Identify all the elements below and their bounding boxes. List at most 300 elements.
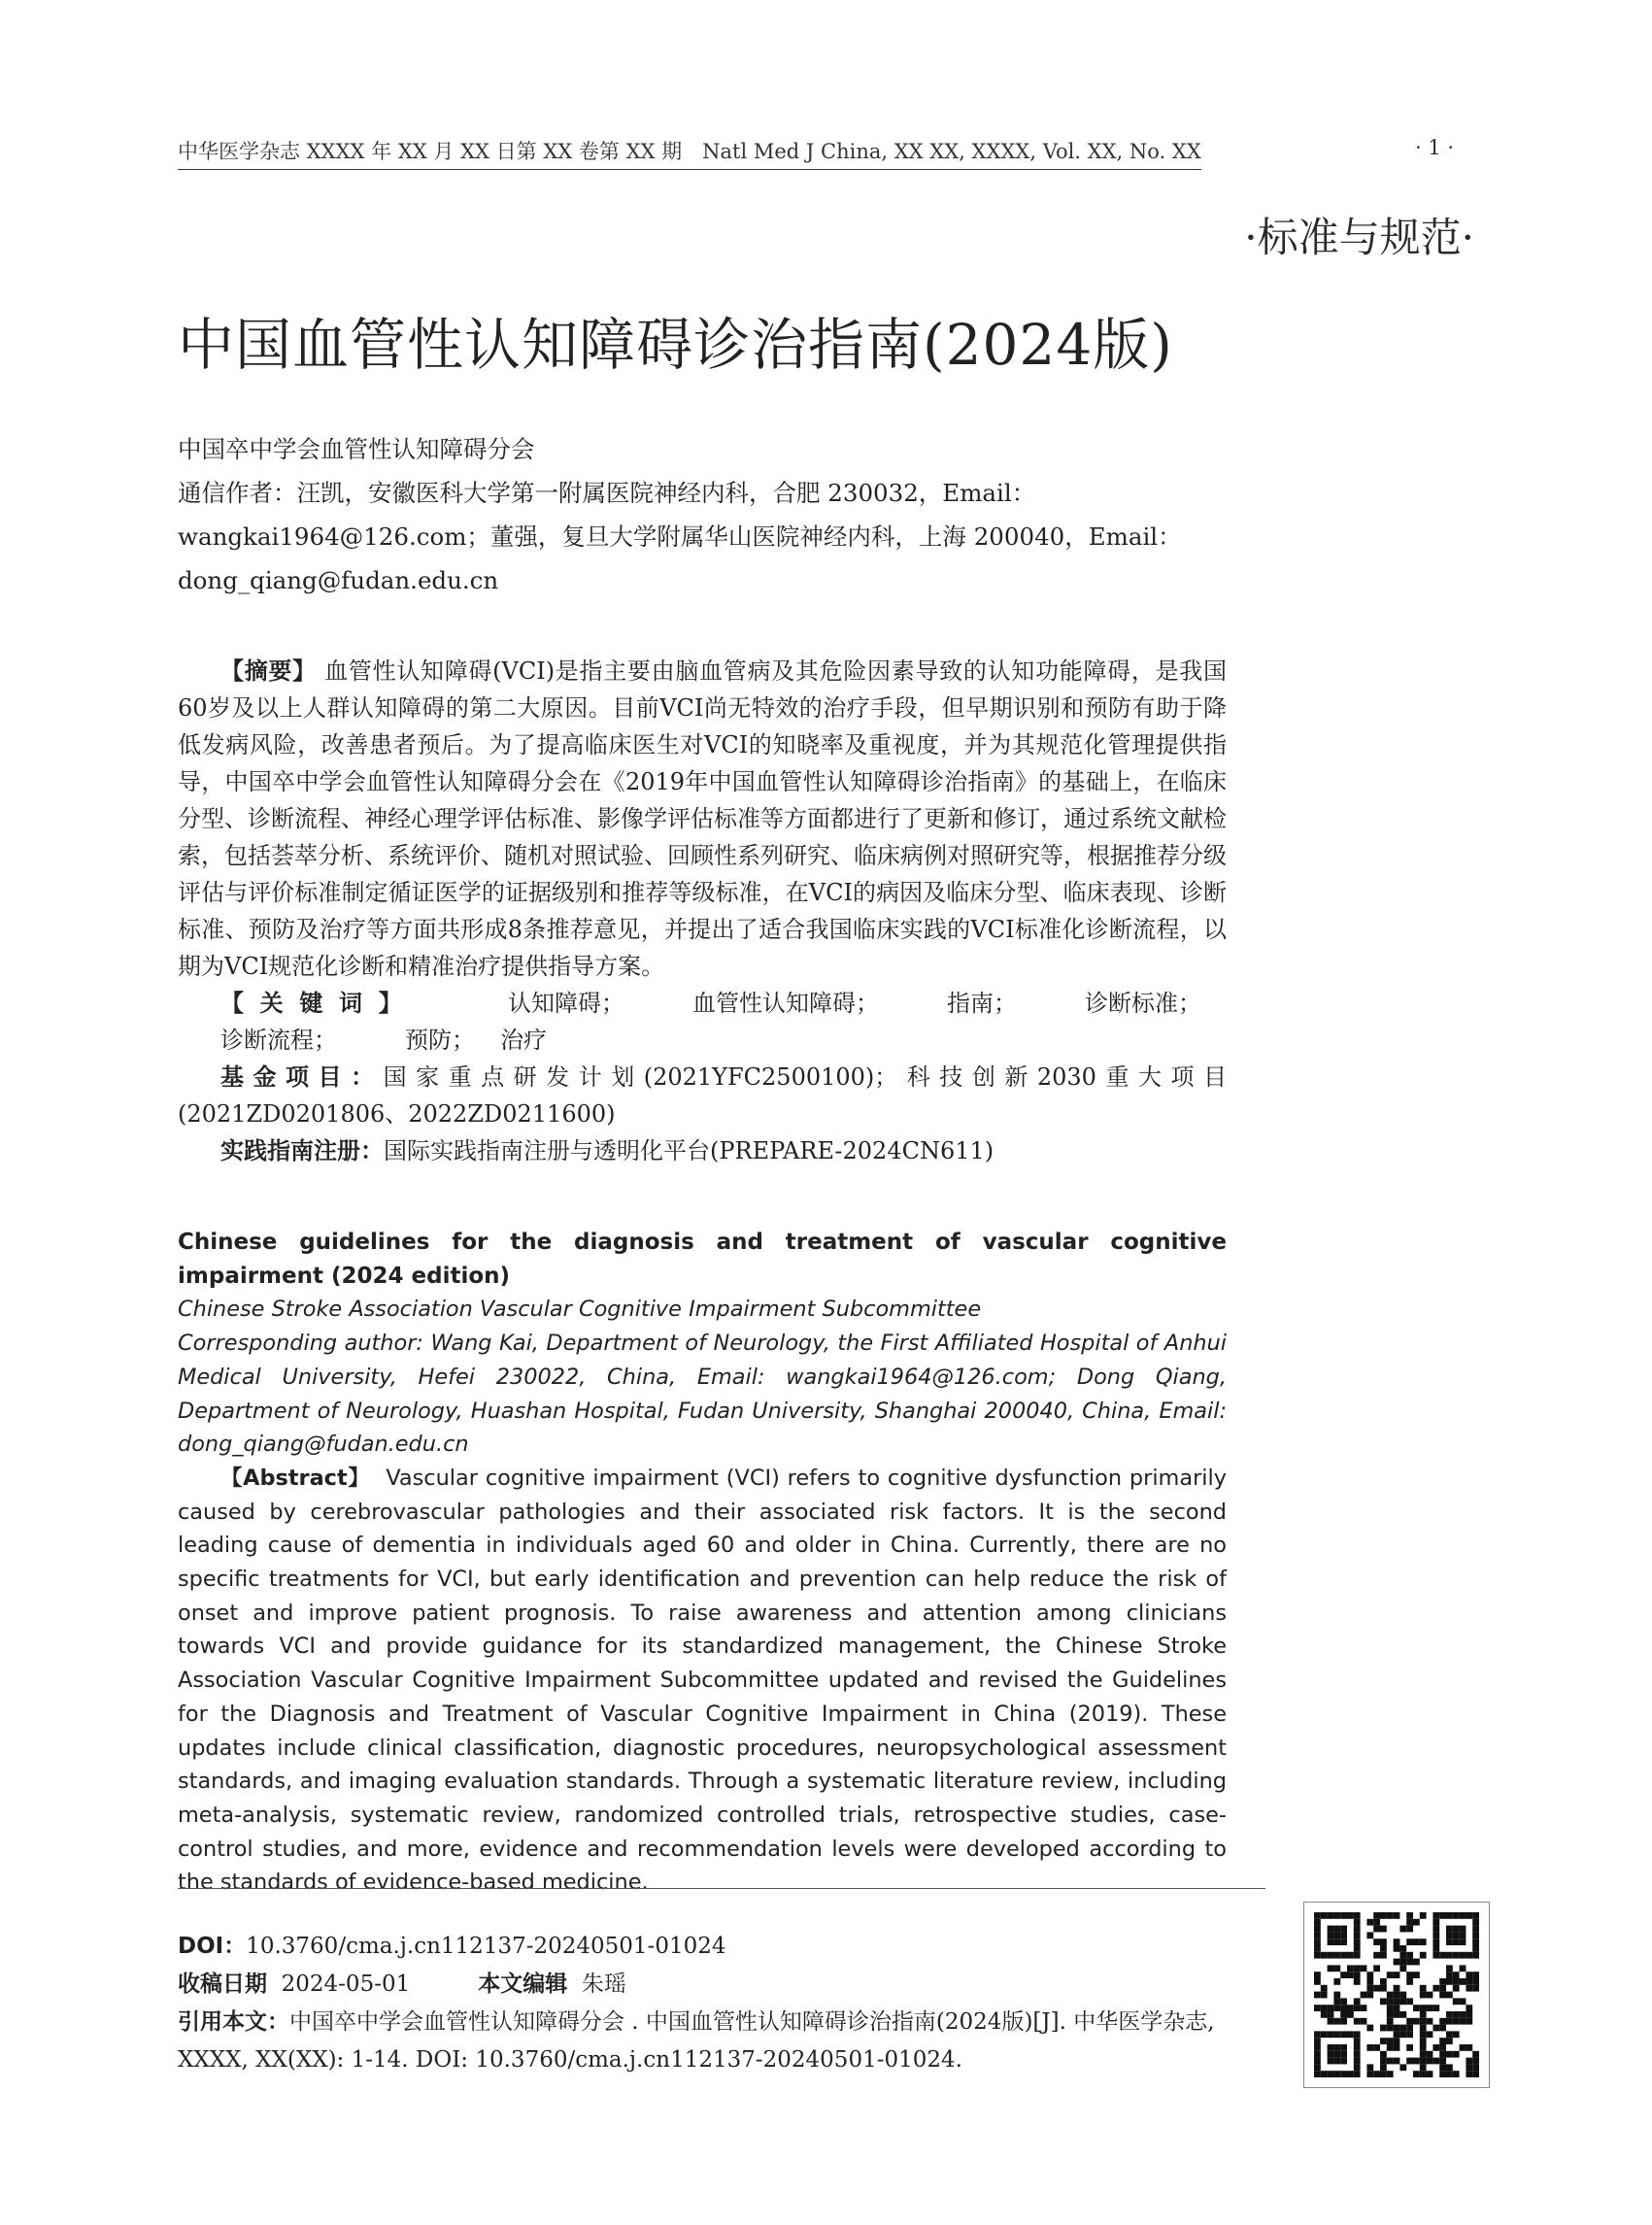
qr-module: [1399, 1945, 1406, 1952]
qr-module: [1433, 1945, 1439, 1952]
qr-module: [1340, 1926, 1347, 1933]
keyword: 诊断流程；: [220, 1027, 337, 1054]
qr-module: [1420, 1912, 1427, 1919]
qr-module: [1446, 1932, 1453, 1938]
qr-module: [1361, 1965, 1367, 1972]
qr-module: [1460, 1912, 1467, 1919]
qr-module: [1380, 2058, 1387, 2065]
qr-module: [1420, 2071, 1427, 2077]
qr-module: [1472, 2071, 1479, 2077]
qr-module: [1472, 1952, 1479, 1959]
corresponding-line-3: dong_qiang@fudan.edu.cn: [178, 566, 499, 594]
article-title: 中国血管性认知障碍诊治指南(2024版): [178, 312, 1173, 378]
qr-module: [1460, 2011, 1467, 2018]
qr-module: [1399, 1998, 1406, 2005]
qr-module: [1439, 1992, 1446, 1999]
qr-module: [1433, 1932, 1439, 1938]
qr-module: [1354, 2051, 1361, 2058]
english-abstract-label: 【Abstract】: [220, 1465, 371, 1491]
qr-module: [1394, 2011, 1400, 2018]
qr-module: [1399, 1952, 1406, 1959]
qr-module: [1366, 2044, 1373, 2051]
qr-module: [1314, 2005, 1321, 2011]
section-label: ·标准与规范·: [1244, 214, 1474, 261]
qr-module: [1328, 1912, 1334, 1919]
qr-module: [1413, 1919, 1420, 1926]
qr-module: [1433, 2025, 1439, 2032]
qr-module: [1314, 1938, 1321, 1945]
qr-module: [1460, 2018, 1467, 2025]
qr-module: [1354, 1932, 1361, 1938]
qr-module: [1394, 2005, 1400, 2011]
qr-module: [1354, 1965, 1361, 1972]
qr-module: [1394, 2031, 1400, 2038]
qr-module: [1413, 2018, 1420, 2025]
qr-module: [1340, 2018, 1347, 2025]
qr-module: [1380, 1926, 1387, 1933]
qr-module: [1380, 2051, 1387, 2058]
qr-module: [1472, 2058, 1479, 2065]
qr-module: [1439, 2058, 1446, 2065]
qr-module: [1321, 2005, 1328, 2011]
qr-module: [1354, 1945, 1361, 1952]
qr-module: [1380, 1945, 1387, 1952]
qr-module: [1354, 2044, 1361, 2051]
keyword: 治疗: [500, 1027, 547, 1054]
qr-module: [1380, 1998, 1387, 2005]
qr-module: [1453, 2071, 1460, 2077]
qr-module: [1413, 2058, 1420, 2065]
qr-module: [1340, 1932, 1347, 1938]
qr-module: [1466, 1978, 1472, 1985]
qr-module: [1366, 2071, 1373, 2077]
qr-module: [1413, 1972, 1420, 1978]
qr-module: [1420, 2058, 1427, 2065]
qr-module: [1354, 2018, 1361, 2025]
qr-module: [1453, 1912, 1460, 1919]
qr-module: [1460, 1938, 1467, 1945]
qr-module: [1328, 1952, 1334, 1959]
qr-module: [1406, 1938, 1413, 1945]
qr-module: [1413, 1959, 1420, 1966]
qr-module: [1314, 2051, 1321, 2058]
corresponding-line-1: 通信作者：汪凯，安徽医科大学第一附属医院神经内科，合肥 230032，Email：: [178, 479, 1036, 507]
qr-module: [1333, 1926, 1340, 1933]
qr-module: [1314, 1972, 1321, 1978]
qr-module: [1333, 1938, 1340, 1945]
qr-module: [1427, 2071, 1433, 2077]
qr-module: [1433, 2058, 1439, 2065]
qr-module: [1446, 1978, 1453, 1985]
qr-module: [1314, 1932, 1321, 1938]
qr-module: [1446, 2071, 1453, 2077]
qr-module: [1361, 1992, 1367, 1999]
qr-module: [1466, 2071, 1472, 2077]
qr-module: [1361, 2005, 1367, 2011]
keyword: 指南；: [947, 990, 1018, 1017]
qr-module: [1321, 1985, 1328, 1992]
qr-module: [1433, 1912, 1439, 1919]
qr-module: [1427, 2005, 1433, 2011]
qr-module: [1387, 1992, 1394, 1999]
qr-module: [1347, 1965, 1354, 1972]
qr-module: [1361, 2018, 1367, 2025]
author-block: [178, 427, 1227, 602]
qr-module: [1406, 1978, 1413, 1985]
qr-module: [1446, 1992, 1453, 1999]
qr-module: [1366, 1932, 1373, 1938]
qr-module: [1373, 2044, 1380, 2051]
english-title: Chinese guidelines for the diagnosis and treatment of vascular cognitive impairment (2024 edition): [178, 1230, 1227, 1289]
qr-module: [1328, 1932, 1334, 1938]
qr-module: [1314, 1952, 1321, 1959]
qr-module: [1373, 1938, 1380, 1945]
qr-module: [1472, 1938, 1479, 1945]
abstract-text: 血管性认知障碍(VCI)是指主要由脑血管病及其危险因素导致的认知功能障碍，是我国60岁及以上人群认知障碍的第二大原因。目前VCI尚无特效的治疗手段，但早期识别和预防有助于降低发病风险，改善患者预后。为了提高临床医生对VCI的知晓率及重视度，并为其规范化管理提供指导，中国卒中学会血管性认知障碍分会在《2019年中国血管性认知障碍诊治指南》的基础上，在临床分型、诊断流程、神经心理学评估标准、影像学评估标准等方面都进行了更新和修订，通过系统文献检索，包括荟萃分析、系统评价、随机对照试验、回顾性系列研究、临床病例对照研究等，根据推荐分级评估与评价标准制定循证医学的证据级别和推荐等级标准，在VCI的病因及临床分型、临床表现、诊断标准、预防及治疗等方面共形成8条推荐意见，并提出了适合我国临床实践的VCI标准化诊断流程，以期为VCI规范化诊断和精准治疗提供指导方案。: [178, 657, 1227, 980]
qr-module: [1328, 2044, 1334, 2051]
qr-module: [1333, 1965, 1340, 1972]
qr-module: [1439, 1978, 1446, 1985]
qr-module: [1394, 2025, 1400, 2032]
qr-module: [1380, 2025, 1387, 2032]
qr-module: [1321, 1912, 1328, 1919]
qr-module: [1406, 1919, 1413, 1926]
qr-module: [1321, 1992, 1328, 1999]
qr-module: [1354, 1926, 1361, 1933]
qr-module: [1394, 1945, 1400, 1952]
qr-module: [1433, 2044, 1439, 2051]
qr-module: [1399, 2025, 1406, 2032]
qr-module: [1387, 2005, 1394, 2011]
abstract-label: 【摘要】: [220, 657, 317, 685]
qr-module: [1446, 2038, 1453, 2044]
qr-module: [1472, 1912, 1479, 1919]
qr-module: [1373, 1919, 1380, 1926]
qr-module: [1420, 2005, 1427, 2011]
qr-module: [1354, 2031, 1361, 2038]
received-label: 收稿日期: [178, 1972, 267, 1997]
qr-module: [1420, 2051, 1427, 2058]
qr-module: [1460, 1978, 1467, 1985]
qr-module: [1354, 1952, 1361, 1959]
qr-module: [1406, 2044, 1413, 2051]
qr-module: [1433, 1919, 1439, 1926]
editor-label: 本文编辑: [478, 1972, 568, 1997]
qr-module: [1446, 1912, 1453, 1919]
qr-module: [1333, 1912, 1340, 1919]
qr-module: [1420, 2064, 1427, 2071]
qr-module: [1433, 1938, 1439, 1945]
qr-module: [1340, 1938, 1347, 1945]
qr-module: [1439, 2025, 1446, 2032]
qr-module: [1460, 1998, 1467, 2005]
qr-module: [1366, 1992, 1373, 1999]
english-abstract-text: Vascular cognitive impairment (VCI) refers to cognitive dysfunction primarily caused by cerebrovascular pathologies and their associated risk factors. It is the second leading cause of dementia in individuals aged 60 and older in China. Currently, there are no specific treatments for VCI, but early identification and prevention can help reduce the risk of onset and improve patient prognosis. To raise awareness and attention among clinicians towards VCI and provide guidance for its standardized management, the Chinese Stroke Association Vascular Cognitive Impairment Subcommittee updated and revised the Guidelines for the Diagnosis and Treatment of Vascular Cognitive Impairment in China (2019). These updates include clinical classification, diagnostic procedures, neuropsychological assessment standards, and imaging evaluation standards. Through a systematic literature review, including meta-analysis, systematic review, randomized controlled trials, retrospective studies, case-control studies, and more, evidence and recommendation levels were developed according to the standards of evidence-based medicine.: [178, 1465, 1227, 1896]
keywords-line: [178, 985, 1227, 1059]
qr-module: [1314, 2044, 1321, 2051]
qr-module: [1314, 2064, 1321, 2071]
qr-module: [1354, 1998, 1361, 2005]
qr-module: [1427, 2051, 1433, 2058]
qr-module: [1453, 2011, 1460, 2018]
qr-module: [1439, 1912, 1446, 1919]
qr-module: [1354, 1919, 1361, 1926]
qr-module: [1380, 2064, 1387, 2071]
keyword: 认知障碍；: [508, 990, 625, 1017]
qr-module: [1446, 2011, 1453, 2018]
doi-label: DOI：: [178, 1934, 247, 1959]
qr-module: [1340, 2071, 1347, 2077]
qr-module: [1472, 1972, 1479, 1978]
qr-module: [1380, 1985, 1387, 1992]
qr-module: [1446, 2018, 1453, 2025]
qr-module: [1439, 2071, 1446, 2077]
qr-module: [1321, 2011, 1328, 2018]
qr-module: [1328, 2058, 1334, 2065]
qr-module: [1399, 2064, 1406, 2071]
qr-module: [1380, 1912, 1387, 1919]
qr-module: [1333, 2071, 1340, 2077]
qr-module: [1427, 1992, 1433, 1999]
qr-module: [1333, 1952, 1340, 1959]
qr-module: [1333, 2051, 1340, 2058]
qr-module: [1380, 1938, 1387, 1945]
fund-line: [178, 1059, 1227, 1132]
qr-module: [1420, 2025, 1427, 2032]
qr-module: [1347, 1972, 1354, 1978]
qr-module: [1420, 2031, 1427, 2038]
qr-module: [1446, 1965, 1453, 1972]
qr-module: [1453, 1926, 1460, 1933]
qr-module: [1333, 2005, 1340, 2011]
qr-module: [1366, 2025, 1373, 2032]
qr-module: [1380, 1978, 1387, 1985]
qr-module: [1453, 1932, 1460, 1938]
qr-module: [1433, 1952, 1439, 1959]
qr-module: [1354, 1972, 1361, 1978]
qr-module: [1472, 2051, 1479, 2058]
qr-module: [1333, 1978, 1340, 1985]
english-abstract-paragraph: [178, 1462, 1227, 1900]
qr-module: [1354, 2058, 1361, 2065]
qr-module: [1406, 2058, 1413, 2065]
qr-module: [1399, 2011, 1406, 2018]
qr-module: [1466, 1985, 1472, 1992]
qr-module: [1413, 2071, 1420, 2077]
running-head: 中华医学杂志 XXXX 年 XX 月 XX 日第 XX 卷第 XX 期 Natl Med J China, XX XX, XXXX, Vol. XX, No. XX: [178, 136, 1201, 170]
qr-module: [1314, 1919, 1321, 1926]
qr-module: [1446, 2051, 1453, 2058]
chinese-abstract: [178, 653, 1227, 1169]
qr-module: [1453, 1972, 1460, 1978]
received-line: [178, 1966, 1256, 2004]
qr-module: [1347, 2071, 1354, 2077]
qr-module: [1340, 1912, 1347, 1919]
qr-module: [1328, 2051, 1334, 2058]
qr-module: [1340, 2031, 1347, 2038]
qr-module: [1453, 2031, 1460, 2038]
qr-module: [1466, 2018, 1472, 2025]
qr-module: [1472, 1985, 1479, 1992]
qr-module: [1427, 2018, 1433, 2025]
qr-module: [1354, 1978, 1361, 1985]
qr-module: [1394, 1972, 1400, 1978]
qr-module: [1427, 2031, 1433, 2038]
qr-module: [1453, 2018, 1460, 2025]
qr-module: [1460, 2044, 1467, 2051]
fund-text: 国家重点研发计划(2021YFC2500100)；科技创新2030重大项目(2021ZD0201806、2022ZD0211600): [178, 1063, 1227, 1128]
qr-module: [1333, 1992, 1340, 1999]
cite-label: 引用本文：: [178, 2009, 289, 2035]
qr-module: [1314, 1978, 1321, 1985]
qr-module: [1472, 1978, 1479, 1985]
qr-module: [1399, 2031, 1406, 2038]
qr-module: [1340, 1972, 1347, 1978]
qr-module: [1406, 2025, 1413, 2032]
qr-module: [1373, 1952, 1380, 1959]
qr-module: [1328, 2031, 1334, 2038]
qr-module: [1340, 2005, 1347, 2011]
qr-module: [1347, 1952, 1354, 1959]
qr-module: [1399, 1959, 1406, 1966]
qr-module: [1439, 2064, 1446, 2071]
english-abstract: [178, 1226, 1227, 1900]
qr-module: [1387, 1972, 1394, 1978]
qr-module: [1354, 2038, 1361, 2044]
qr-module: [1406, 1912, 1413, 1919]
qr-module: [1399, 1965, 1406, 1972]
qr-module: [1466, 2058, 1472, 2065]
qr-module: [1387, 1912, 1394, 1919]
qr-module: [1328, 2005, 1334, 2011]
qr-module: [1387, 2011, 1394, 2018]
qr-module: [1446, 2064, 1453, 2071]
qr-module: [1472, 2064, 1479, 2071]
qr-module: [1399, 1992, 1406, 1999]
qr-module: [1333, 2018, 1340, 2025]
qr-module: [1460, 1926, 1467, 1933]
qr-module: [1366, 1985, 1373, 1992]
abstract-paragraph: [178, 653, 1227, 985]
qr-module: [1466, 2044, 1472, 2051]
qr-module: [1420, 1952, 1427, 1959]
qr-module: [1413, 1938, 1420, 1945]
qr-module: [1328, 2071, 1334, 2077]
doi-line: [178, 1928, 1256, 1966]
qr-module: [1466, 2064, 1472, 2071]
qr-module: [1340, 2011, 1347, 2018]
qr-module: [1433, 2005, 1439, 2011]
qr-module: [1466, 2005, 1472, 2011]
qr-module: [1354, 2064, 1361, 2071]
qr-module: [1439, 2018, 1446, 2025]
qr-module: [1354, 1938, 1361, 1945]
qr-module: [1321, 2071, 1328, 2077]
article-footer: [178, 1928, 1256, 2079]
qr-module: [1314, 2058, 1321, 2065]
qr-module: [1314, 1992, 1321, 1999]
qr-module: [1420, 1938, 1427, 1945]
qr-module: [1373, 1965, 1380, 1972]
qr-code[interactable]: [1303, 1902, 1490, 2088]
qr-module: [1466, 2011, 1472, 2018]
qr-module: [1406, 1926, 1413, 1933]
qr-module: [1333, 1998, 1340, 2005]
keywords-label: 【关键词】: [220, 990, 419, 1017]
qr-module: [1472, 1945, 1479, 1952]
editor-name: 朱瑶: [581, 1972, 626, 1997]
qr-module: [1394, 1912, 1400, 1919]
qr-module: [1354, 1912, 1361, 1919]
qr-module: [1413, 2005, 1420, 2011]
registration-line: [178, 1132, 1227, 1169]
qr-module: [1420, 1992, 1427, 1999]
qr-module: [1446, 1938, 1453, 1945]
registration-label: 实践指南注册：: [220, 1137, 384, 1164]
qr-module: [1394, 2058, 1400, 2065]
qr-module: [1333, 2031, 1340, 2038]
qr-module: [1406, 1972, 1413, 1978]
qr-module: [1460, 1932, 1467, 1938]
cite-text: 中国卒中学会血管性认知障碍分会 . 中国血管性认知障碍诊治指南(2024版)[J]. 中华医学杂志, XXXX, XX(XX): 1-14. DOI: 10.3760/cma.j.cn112137-20240501-01024.: [178, 2009, 1215, 2073]
qr-module: [1373, 1926, 1380, 1933]
qr-module: [1333, 2044, 1340, 2051]
qr-module: [1394, 1938, 1400, 1945]
qr-module: [1420, 2044, 1427, 2051]
qr-module: [1347, 2031, 1354, 2038]
qr-module: [1347, 1912, 1354, 1919]
qr-module: [1387, 2071, 1394, 2077]
qr-module: [1406, 2018, 1413, 2025]
qr-module: [1354, 2071, 1361, 2077]
qr-module: [1366, 2064, 1373, 2071]
qr-module: [1453, 1998, 1460, 2005]
qr-module: [1387, 2058, 1394, 2065]
qr-module: [1453, 1985, 1460, 1992]
qr-module: [1439, 1985, 1446, 1992]
qr-module: [1394, 2044, 1400, 2051]
qr-module: [1472, 1919, 1479, 1926]
qr-module: [1314, 2031, 1321, 2038]
qr-module: [1354, 2005, 1361, 2011]
qr-module: [1420, 2018, 1427, 2025]
qr-module: [1433, 1926, 1439, 1933]
qr-module: [1328, 2018, 1334, 2025]
qr-module: [1439, 2051, 1446, 2058]
page-number: · 1 ·: [1415, 136, 1455, 159]
cite-line: [178, 2004, 1256, 2079]
qr-module: [1406, 1998, 1413, 2005]
qr-module: [1373, 2071, 1380, 2077]
qr-module: [1446, 2031, 1453, 2038]
qr-module: [1333, 2058, 1340, 2065]
qr-module: [1373, 1912, 1380, 1919]
qr-module: [1453, 1938, 1460, 1945]
qr-module: [1420, 1985, 1427, 1992]
qr-module: [1427, 2058, 1433, 2065]
qr-module: [1460, 1965, 1467, 1972]
qr-module: [1333, 1932, 1340, 1938]
qr-module: [1314, 2038, 1321, 2044]
qr-module: [1328, 1926, 1334, 1933]
qr-module: [1340, 1998, 1347, 2005]
qr-code-icon: [1314, 1912, 1479, 2077]
qr-module: [1373, 1985, 1380, 1992]
qr-module: [1446, 1952, 1453, 1959]
qr-module: [1394, 1985, 1400, 1992]
qr-module: [1314, 1926, 1321, 1933]
doi-link[interactable]: 10.3760/cma.j.cn112137-20240501-01024: [246, 1934, 726, 1959]
